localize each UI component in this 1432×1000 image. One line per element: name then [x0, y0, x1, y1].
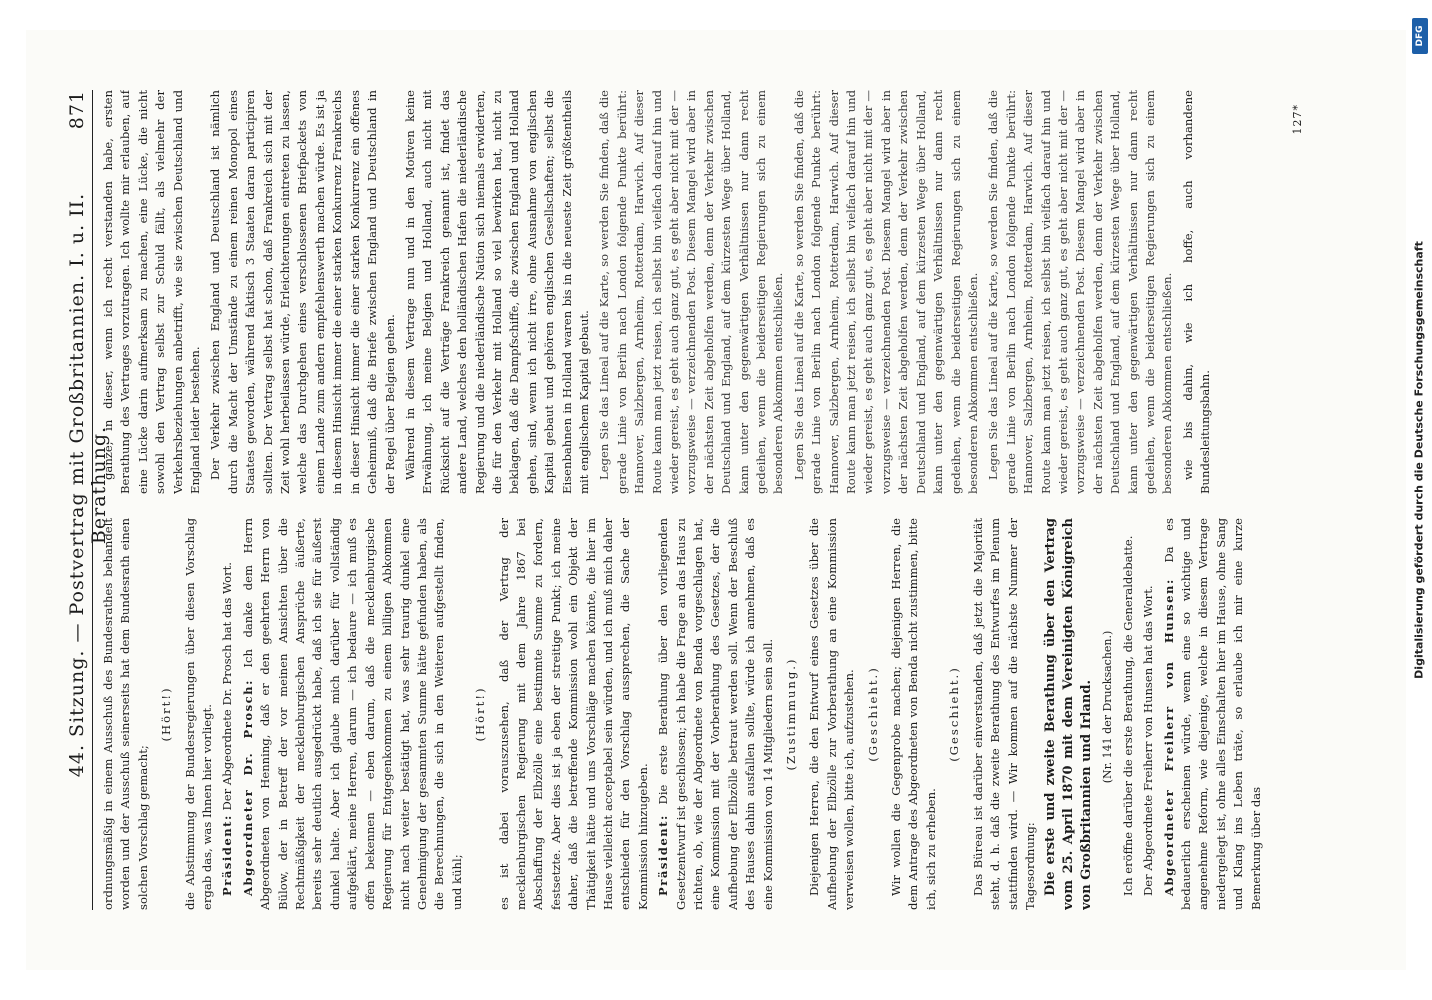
reaction: (Geschieht.)	[865, 666, 880, 762]
speech-text: Ich danke dem Herrn Abgeordneten von Henning, daß er den geehrten Herrn von Bülow, der in Betreff der vor meinen Ansichten über die Rechtmäßigkeit der mecklenburgischen Ansprüche äußerte, bereits sehr deutlich ausgedrückt habe, daß ich sie für äußerst dunkel halte. Aber ich glaube mich darüber für vollständig aufgeklärt, meine Herren, darum — ich bedaure — ich muß es offen bekennen — eben darum, daß die mecklenburgische Regierung für Entgegenkommen zu einem billigen Abkommen nicht nach weiter bestätigt hat, was sehr traurig dunkel eine Genehmigung der gesammten Summe hätte gefunden haben, als die Berechnungen, die sich in den Weiteren aufgestellt finden, und kühl;	[240, 518, 464, 910]
paragraph: Ich eröffne darüber die erste Berathung, die Generaldebatte.	[1120, 535, 1135, 896]
paragraph	[1161, 518, 1265, 910]
reaction: (Zustimmung.)	[784, 657, 799, 771]
page-number: 871	[66, 90, 88, 130]
signature-mark: 127*	[1290, 104, 1304, 135]
speech-text: Da es bedauerlich erscheinen würde, wenn eine so wichtige und angenehme Reform, wie diejenige, welche in diesem Vertrage niedergelegt ist, ohne alles Einschalten hier im Hause, ohne Sang und Klang ins Leben träte, so erlaube ich mir eine kurze Bemerkung über das	[1161, 518, 1263, 910]
paragraph: Der Verkehr zwischen England und Deutschland ist nämlich durch die Macht der Umstände zu einem reinen Monopol eines Staates geworden, während faktisch 3 Staaten daran participiren sollten. Der Vertrag selbst hat schon, daß Frankreich sich mit der Zeit wohl herbeilassen würde, Erleichterungen eintreten zu lassen, welche das Durchgehen eines verschlossenen Briefpackets von einem Lande zum andern empfehlenswerth machen würde. Es ist ja in diesem Hinsicht immer die einer starken Konkurrenz Frankreichs in dieser Hinsicht immer die einer starken Konkurrenz ein offenes Geheimniß, daß die Briefe zwischen England und Deutschland in der Regel über Belgien gehen.	[208, 90, 397, 494]
dfg-logo-icon	[1412, 18, 1428, 54]
paragraph: wie bis dahin, wie ich hoffe, auch vorhandene Bundesleitungsbahn.	[1180, 90, 1213, 494]
paragraph	[219, 518, 236, 910]
agenda-reference: (Nr. 141 der Drucksachen.)	[1101, 630, 1115, 784]
paragraph: Wir wollen die Gegenprobe machen; diejenigen Herren, die dem Antrage des Abgeordneten von Benda nicht zustimmen, bitte ich, sich zu erheben.	[889, 518, 938, 910]
page-title: 44. Sitzung. — Postvertrag mit Großbritannien. I. u. II. Berathung.	[66, 192, 110, 778]
speaker-label: Präsident:	[656, 814, 671, 896]
paragraph: die Abstimmung der Bundesregierungen über diesen Vorschlag ergab das, was Ihnen hier vorliegt.	[182, 518, 215, 910]
agenda-item-heading: Die erste und zweite Berathung über den Vertrag vom 25. April 1870 mit dem Vereinigten Königreich von Großbritannien und Irland.	[1043, 518, 1095, 910]
paragraph	[240, 518, 466, 910]
paragraph: es ist dabei vorauszusehen, daß der Vertrag der mecklenburgischen Regierung mit dem Jahre 1867 bei Abschaffung der Elbzölle eine bestimmte Summe zu fordern, festsetzte. Aber dies ist ja eben der streitige Punkt; ich meine daher, daß die betreffende Kommission wohl ein Objekt der Thätigkeit hätte und uns Vorschläge machen könnte, die hier im Hause vielleicht acceptabel sein würden, und ich muß mich daher entschieden für den Vorschlag aussprechen, die Sache der Kommission hinzugeben.	[496, 518, 650, 910]
paragraph: ordnungsmäßig in einem Ausschuß des Bundesrathes behandelt worden und der Ausschuß seinerseits hat dem Bundesrath einen solchen Vorschlag gemacht;	[101, 518, 150, 910]
right-column	[100, 90, 1346, 494]
paragraph: Der Abgeordnete Freiherr von Hunsen hat das Wort.	[1141, 585, 1156, 896]
speech-text: Der Abgeordnete Dr. Prosch hat das Wort.	[220, 562, 235, 811]
dfg-logo-text: DFG	[1415, 25, 1425, 47]
speaker-label: Präsident:	[220, 814, 235, 896]
paragraph: Während in diesem Vertrage nun und in den Motiven keine Erwähnung, ich meine Belgien und Holland, auch nicht mit Rücksicht auf die Verträge Frankreich genannt ist, findet das andere Land, welches den holländischen Hafen die niederländische Regierung und die niederländische Nation sich niemals erwiderten, die für den Verkehr mit Holland so viel bewirken hat, nicht zu beklagen, daß die Dampfschiffe, die zwischen England und Holland gehen, sind, wenn ich nicht irre, ohne Ausnahme von englischen Kapital gebaut und gehören englischen Gesellschaften; selbst die Eisenbahnen in Holland waren bis in die neueste Zeit größtentheils mit englischem Kapital gebaut.	[402, 90, 591, 494]
paragraph	[655, 518, 777, 910]
speaker-label: Abgeordneter Freiherr von Hunsen:	[1161, 578, 1176, 896]
paragraph: Legen Sie das Lineal auf die Karte, so werden Sie finden, daß die gerade Linie von Berlin nach London folgende Punkte berührt: Hannover, Salzbergen, Arnheim, Rotterdam, Harwich. Auf dieser Route kann man jetzt reisen, ich selbst bin vielfach darauf hin und wieder gereist, es geht auch ganz gut, es geht aber nicht mit der — vorzugsweise — verzeichnenden Post. Diesem Mangel wird aber in der nächsten Zeit abgeholfen werden, denn der Verkehr zwischen Deutschland und England, auf dem kürzesten Wege über Holland, kann unter den gegenwärtigen Verhältnissen nur dann recht gedeihen, wenn die beiderseitigen Regierungen sich zu einem besonderen Abkommen entschließen.	[986, 90, 1175, 494]
reaction: (Hört!)	[159, 686, 174, 742]
paragraph: ganze, in dieser, wenn ich recht verstanden habe, ersten Berathung des Vertrages vorzutragen. Ich wollte mir erlauben, auf eine Lücke darin aufmerksam zu machen, eine Lücke, die nicht sowohl den Vertrag selbst zur Schuld fällt, als vielmehr der Verkehrsbeziehungen anbetrifft, wie sie zwischen Deutschland und England leider bestehen.	[101, 90, 203, 494]
running-header	[66, 90, 110, 910]
left-column	[100, 518, 1346, 910]
reaction: (Hört!)	[473, 686, 488, 742]
document-page	[26, 30, 1406, 970]
paragraph: Legen Sie das Lineal auf die Karte, so werden Sie finden, daß die gerade Linie von Berlin nach London folgende Punkte berührt: Hannover, Salzbergen, Arnheim, Rotterdam, Harwich. Auf dieser Route kann man jetzt reisen, ich selbst bin vielfach darauf hin und wieder gereist, es geht auch ganz gut, es geht aber nicht mit der — vorzugsweise — verzeichnenden Post. Diesem Mangel wird aber in der nächsten Zeit abgeholfen werden, denn der Verkehr zwischen Deutschland und England, auf dem kürzesten Wege über Holland, kann unter den gegenwärtigen Verhältnissen nur dann recht gedeihen, wenn die beiderseitigen Regierungen sich zu einem besonderen Abkommen entschließen.	[791, 90, 980, 494]
paragraph: Legen Sie das Lineal auf die Karte, so werden Sie finden, daß die gerade Linie von Berlin nach London folgende Punkte berührt: Hannover, Salzbergen, Arnheim, Rotterdam, Harwich. Auf dieser Route kann man jetzt reisen, ich selbst bin vielfach darauf hin und wieder gereist, es geht auch ganz gut, es geht aber nicht mit der — vorzugsweise — verzeichnenden Post. Diesem Mangel wird aber in der nächsten Zeit abgeholfen werden, denn der Verkehr zwischen Deutschland und England, auf dem kürzesten Wege über Holland, kann unter den gegenwärtigen Verhältnissen nur dann recht gedeihen, wenn die beiderseitigen Regierungen sich zu einem besonderen Abkommen entschließen.	[597, 90, 786, 494]
reaction: (Geschieht.)	[947, 666, 962, 762]
paragraph: Diejenigen Herren, die den Entwurf eines Gesetzes über die Aufhebung der Elbzölle zur Vorberathung an eine Kommission verweisen wollen, bitte ich, aufzustehen.	[807, 518, 857, 910]
speaker-label: Abgeordneter Dr. Prosch:	[240, 679, 255, 896]
funding-watermark: Digitalisierung gefördert durch die Deutsche Forschungsgemeinschaft	[1412, 241, 1426, 679]
paragraph: Das Büreau ist darüber einverstanden, daß jetzt die Majorität steht, d. h. daß die zweite Berathung des Entwurfes im Plenum stattfinden wird. — Wir kommen auf die nächste Nummer der Tagesordnung:	[970, 518, 1037, 910]
speech-text: Die erste Berathung über den vorliegenden Gesetzentwurf ist geschlossen; ich habe die Frage an das Haus zu richten, ob, wie der Abgeordnete von Benda vorgeschlagen hat, eine Kommission mit der Vorberathung des Gesetzes, der die Aufhebung der Elbzölle betraut werden soll. Wenn der Beschluß des Hauses dahin ausfallen sollte, würde ich annehmen, daß es eine Kommission von 14 Mitgliedern sein soll.	[656, 518, 775, 910]
